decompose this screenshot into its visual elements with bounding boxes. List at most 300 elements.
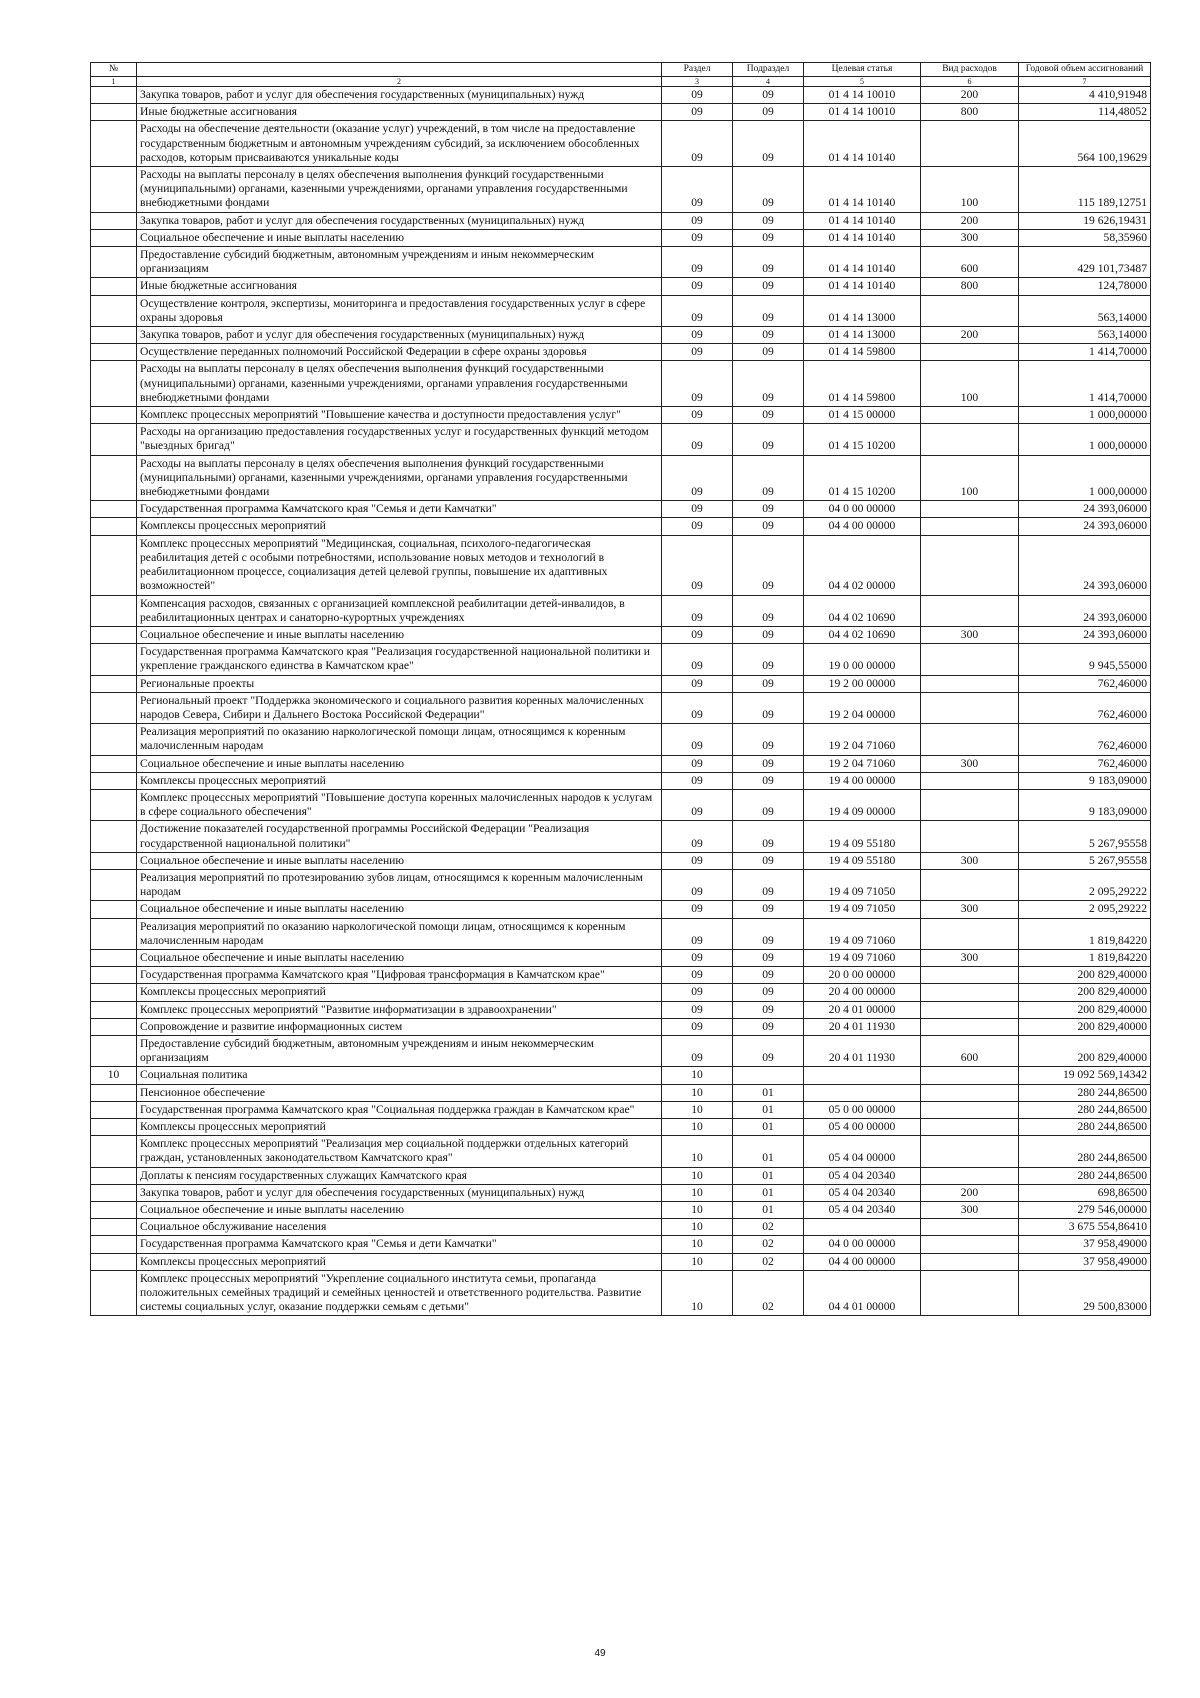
table-row bbox=[91, 361, 1151, 407]
row-name-cell: Достижение показателей государственной программы Российской Федерации "Реализация государственной национальной политики" bbox=[137, 821, 662, 852]
row-sum-cell: 5 267,95558 bbox=[1019, 852, 1151, 869]
table-row bbox=[91, 1219, 1151, 1236]
header-celevaya-statya: Целевая статья bbox=[804, 63, 921, 77]
row-vid-cell bbox=[921, 821, 1019, 852]
row-sum-cell: 200 829,40000 bbox=[1019, 1035, 1151, 1066]
row-number-cell bbox=[91, 1253, 137, 1270]
row-celevaya-cell: 05 4 04 00000 bbox=[804, 1136, 921, 1167]
row-razdel-cell: 09 bbox=[662, 821, 733, 852]
row-name-cell: Закупка товаров, работ и услуг для обеспечения государственных (муниципальных) нужд bbox=[137, 87, 662, 104]
row-number-cell bbox=[91, 967, 137, 984]
row-vid-cell bbox=[921, 1084, 1019, 1101]
row-celevaya-cell: 01 4 15 10200 bbox=[804, 455, 921, 501]
row-name-cell: Социальное обеспечение и иные выплаты населению bbox=[137, 852, 662, 869]
column-number: 3 bbox=[662, 77, 733, 87]
row-podrazdel-cell: 09 bbox=[733, 626, 804, 643]
row-razdel-cell: 09 bbox=[662, 644, 733, 675]
row-celevaya-cell: 04 4 02 10690 bbox=[804, 595, 921, 626]
row-number-cell bbox=[91, 675, 137, 692]
row-podrazdel-cell: 09 bbox=[733, 1035, 804, 1066]
row-podrazdel-cell: 09 bbox=[733, 869, 804, 900]
row-podrazdel-cell: 09 bbox=[733, 949, 804, 966]
row-number-cell bbox=[91, 1136, 137, 1167]
row-vid-cell bbox=[921, 407, 1019, 424]
row-sum-cell: 24 393,06000 bbox=[1019, 501, 1151, 518]
row-sum-cell: 200 829,40000 bbox=[1019, 967, 1151, 984]
row-razdel-cell: 09 bbox=[662, 789, 733, 820]
row-podrazdel-cell: 09 bbox=[733, 692, 804, 723]
row-vid-cell bbox=[921, 1219, 1019, 1236]
row-name-cell: Комплексы процессных мероприятий bbox=[137, 1119, 662, 1136]
row-number-cell bbox=[91, 344, 137, 361]
column-number: 1 bbox=[91, 77, 137, 87]
table-row bbox=[91, 1136, 1151, 1167]
row-vid-cell bbox=[921, 595, 1019, 626]
row-podrazdel-cell: 09 bbox=[733, 424, 804, 455]
row-vid-cell bbox=[921, 1270, 1019, 1316]
row-sum-cell: 1 819,84220 bbox=[1019, 918, 1151, 949]
row-razdel-cell: 09 bbox=[662, 455, 733, 501]
row-celevaya-cell: 01 4 15 10200 bbox=[804, 424, 921, 455]
row-podrazdel-cell: 09 bbox=[733, 1018, 804, 1035]
row-podrazdel-cell: 09 bbox=[733, 967, 804, 984]
row-sum-cell: 24 393,06000 bbox=[1019, 595, 1151, 626]
row-name-cell: Комплексы процессных мероприятий bbox=[137, 518, 662, 535]
row-razdel-cell: 10 bbox=[662, 1236, 733, 1253]
row-razdel-cell: 09 bbox=[662, 918, 733, 949]
row-number-cell bbox=[91, 1084, 137, 1101]
table-row bbox=[91, 1270, 1151, 1316]
row-number-cell bbox=[91, 455, 137, 501]
row-vid-cell bbox=[921, 869, 1019, 900]
table-row bbox=[91, 789, 1151, 820]
table-row bbox=[91, 772, 1151, 789]
row-name-cell: Социальное обеспечение и иные выплаты населению bbox=[137, 1202, 662, 1219]
table-row bbox=[91, 918, 1151, 949]
budget-table bbox=[90, 62, 1151, 1316]
row-podrazdel-cell: 09 bbox=[733, 501, 804, 518]
row-number-cell bbox=[91, 535, 137, 595]
row-name-cell: Сопровождение и развитие информационных систем bbox=[137, 1018, 662, 1035]
row-name-cell: Осуществление переданных полномочий Российской Федерации в сфере охраны здоровья bbox=[137, 344, 662, 361]
budget-sheet bbox=[90, 62, 1150, 1316]
row-razdel-cell: 09 bbox=[662, 595, 733, 626]
row-podrazdel-cell: 09 bbox=[733, 984, 804, 1001]
row-sum-cell: 9 183,09000 bbox=[1019, 772, 1151, 789]
row-name-cell: Социальная политика bbox=[137, 1067, 662, 1084]
table-row bbox=[91, 1202, 1151, 1219]
row-vid-cell bbox=[921, 984, 1019, 1001]
row-vid-cell: 300 bbox=[921, 1202, 1019, 1219]
row-celevaya-cell: 20 4 01 11930 bbox=[804, 1035, 921, 1066]
row-number-cell bbox=[91, 626, 137, 643]
row-sum-cell: 564 100,19629 bbox=[1019, 121, 1151, 167]
row-sum-cell: 9 183,09000 bbox=[1019, 789, 1151, 820]
row-vid-cell: 100 bbox=[921, 455, 1019, 501]
row-sum-cell: 1 819,84220 bbox=[1019, 949, 1151, 966]
row-vid-cell: 200 bbox=[921, 87, 1019, 104]
header-razdel: Раздел bbox=[662, 63, 733, 77]
table-row bbox=[91, 501, 1151, 518]
row-sum-cell: 698,86500 bbox=[1019, 1184, 1151, 1201]
row-podrazdel-cell: 09 bbox=[733, 247, 804, 278]
row-celevaya-cell: 01 4 15 00000 bbox=[804, 407, 921, 424]
row-razdel-cell: 09 bbox=[662, 121, 733, 167]
row-name-cell: Региональный проект "Поддержка экономического и социального развития коренных малочисленных народов Севера, Сибири и Дальнего Востока Российской Федерации" bbox=[137, 692, 662, 723]
row-vid-cell bbox=[921, 1167, 1019, 1184]
row-razdel-cell: 09 bbox=[662, 1001, 733, 1018]
row-sum-cell: 280 244,86500 bbox=[1019, 1084, 1151, 1101]
row-podrazdel-cell: 09 bbox=[733, 87, 804, 104]
row-vid-cell: 300 bbox=[921, 755, 1019, 772]
row-razdel-cell: 10 bbox=[662, 1084, 733, 1101]
row-sum-cell: 762,46000 bbox=[1019, 675, 1151, 692]
row-name-cell: Пенсионное обеспечение bbox=[137, 1084, 662, 1101]
row-sum-cell: 1 414,70000 bbox=[1019, 344, 1151, 361]
row-podrazdel-cell: 01 bbox=[733, 1167, 804, 1184]
row-name-cell: Социальное обеспечение и иные выплаты населению bbox=[137, 755, 662, 772]
row-number-cell bbox=[91, 724, 137, 755]
row-vid-cell bbox=[921, 1253, 1019, 1270]
row-sum-cell: 200 829,40000 bbox=[1019, 984, 1151, 1001]
row-razdel-cell: 09 bbox=[662, 772, 733, 789]
row-podrazdel-cell: 09 bbox=[733, 344, 804, 361]
table-row bbox=[91, 344, 1151, 361]
row-celevaya-cell: 19 0 00 00000 bbox=[804, 644, 921, 675]
row-number-cell bbox=[91, 1001, 137, 1018]
row-celevaya-cell: 01 4 14 10010 bbox=[804, 104, 921, 121]
row-sum-cell: 115 189,12751 bbox=[1019, 167, 1151, 213]
row-number-cell bbox=[91, 1119, 137, 1136]
row-podrazdel-cell: 09 bbox=[733, 212, 804, 229]
row-number-cell bbox=[91, 949, 137, 966]
row-sum-cell: 280 244,86500 bbox=[1019, 1119, 1151, 1136]
row-podrazdel-cell: 09 bbox=[733, 121, 804, 167]
row-celevaya-cell: 19 4 09 71060 bbox=[804, 949, 921, 966]
row-celevaya-cell bbox=[804, 1219, 921, 1236]
row-celevaya-cell: 20 4 01 00000 bbox=[804, 1001, 921, 1018]
row-razdel-cell: 09 bbox=[662, 626, 733, 643]
table-row bbox=[91, 1001, 1151, 1018]
row-number-cell bbox=[91, 1270, 137, 1316]
row-number-cell bbox=[91, 772, 137, 789]
table-row bbox=[91, 1236, 1151, 1253]
header-godovoy-obem: Годовой объем ассигнований bbox=[1019, 63, 1151, 77]
table-row bbox=[91, 247, 1151, 278]
row-number-cell bbox=[91, 1219, 137, 1236]
row-vid-cell bbox=[921, 424, 1019, 455]
row-name-cell: Расходы на выплаты персоналу в целях обеспечения выполнения функций государственными (муниципальными) органами, казенными учреждениями, органами управления государственными внебюджетными фондами bbox=[137, 167, 662, 213]
row-razdel-cell: 09 bbox=[662, 901, 733, 918]
row-podrazdel-cell: 01 bbox=[733, 1084, 804, 1101]
row-vid-cell bbox=[921, 501, 1019, 518]
row-sum-cell: 280 244,86500 bbox=[1019, 1167, 1151, 1184]
row-celevaya-cell: 05 0 00 00000 bbox=[804, 1101, 921, 1118]
row-name-cell: Расходы на выплаты персоналу в целях обеспечения выполнения функций государственными (муниципальными) органами, казенными учреждениями, органами управления государственными внебюджетными фондами bbox=[137, 361, 662, 407]
row-sum-cell: 762,46000 bbox=[1019, 692, 1151, 723]
row-vid-cell bbox=[921, 535, 1019, 595]
row-name-cell: Социальное обеспечение и иные выплаты населению bbox=[137, 901, 662, 918]
row-name-cell: Компенсация расходов, связанных с организацией комплексной реабилитации детей-инвалидов, в реабилитационных центрах и санаторно-курортных учреждениях bbox=[137, 595, 662, 626]
table-row bbox=[91, 1067, 1151, 1084]
row-podrazdel-cell: 02 bbox=[733, 1236, 804, 1253]
row-sum-cell: 1 000,00000 bbox=[1019, 424, 1151, 455]
row-vid-cell bbox=[921, 295, 1019, 326]
row-vid-cell bbox=[921, 1119, 1019, 1136]
row-podrazdel-cell: 09 bbox=[733, 229, 804, 246]
row-razdel-cell: 09 bbox=[662, 518, 733, 535]
table-row bbox=[91, 724, 1151, 755]
row-celevaya-cell: 19 2 04 71060 bbox=[804, 755, 921, 772]
row-number-cell bbox=[91, 852, 137, 869]
header-vid-rashodov: Вид расходов bbox=[921, 63, 1019, 77]
row-number-cell bbox=[91, 424, 137, 455]
row-name-cell: Социальное обслуживание населения bbox=[137, 1219, 662, 1236]
table-row bbox=[91, 212, 1151, 229]
row-vid-cell: 300 bbox=[921, 901, 1019, 918]
row-vid-cell bbox=[921, 772, 1019, 789]
row-name-cell: Государственная программа Камчатского края "Цифровая трансформация в Камчатском крае" bbox=[137, 967, 662, 984]
row-name-cell: Закупка товаров, работ и услуг для обеспечения государственных (муниципальных) нужд bbox=[137, 1184, 662, 1201]
table-row bbox=[91, 949, 1151, 966]
header-podrazdel: Подраздел bbox=[733, 63, 804, 77]
row-vid-cell bbox=[921, 967, 1019, 984]
table-row bbox=[91, 821, 1151, 852]
row-podrazdel-cell: 09 bbox=[733, 675, 804, 692]
row-podrazdel-cell: 09 bbox=[733, 772, 804, 789]
row-vid-cell bbox=[921, 692, 1019, 723]
row-razdel-cell: 09 bbox=[662, 295, 733, 326]
row-celevaya-cell: 04 0 00 00000 bbox=[804, 501, 921, 518]
row-celevaya-cell bbox=[804, 1084, 921, 1101]
row-number-cell bbox=[91, 1184, 137, 1201]
row-sum-cell: 19 626,19431 bbox=[1019, 212, 1151, 229]
row-name-cell: Государственная программа Камчатского края "Семья и дети Камчатки" bbox=[137, 1236, 662, 1253]
row-name-cell: Государственная программа Камчатского края "Семья и дети Камчатки" bbox=[137, 501, 662, 518]
row-sum-cell: 762,46000 bbox=[1019, 724, 1151, 755]
row-podrazdel-cell: 09 bbox=[733, 278, 804, 295]
row-razdel-cell: 09 bbox=[662, 755, 733, 772]
row-podrazdel-cell: 09 bbox=[733, 1001, 804, 1018]
row-razdel-cell: 09 bbox=[662, 361, 733, 407]
row-celevaya-cell: 01 4 14 10140 bbox=[804, 278, 921, 295]
row-celevaya-cell: 19 2 04 71060 bbox=[804, 724, 921, 755]
row-sum-cell: 2 095,29222 bbox=[1019, 869, 1151, 900]
header-num: № bbox=[91, 63, 137, 77]
row-razdel-cell: 10 bbox=[662, 1136, 733, 1167]
row-number-cell bbox=[91, 984, 137, 1001]
row-podrazdel-cell: 09 bbox=[733, 327, 804, 344]
row-sum-cell: 124,78000 bbox=[1019, 278, 1151, 295]
table-row bbox=[91, 692, 1151, 723]
row-celevaya-cell: 20 4 01 11930 bbox=[804, 1018, 921, 1035]
row-number-cell bbox=[91, 789, 137, 820]
row-number-cell bbox=[91, 869, 137, 900]
row-podrazdel-cell: 09 bbox=[733, 361, 804, 407]
row-podrazdel-cell bbox=[733, 1067, 804, 1084]
row-number-cell bbox=[91, 1202, 137, 1219]
row-razdel-cell: 09 bbox=[662, 869, 733, 900]
row-number-cell bbox=[91, 87, 137, 104]
row-sum-cell: 429 101,73487 bbox=[1019, 247, 1151, 278]
column-number: 7 bbox=[1019, 77, 1151, 87]
row-number-cell bbox=[91, 104, 137, 121]
row-sum-cell: 29 500,83000 bbox=[1019, 1270, 1151, 1316]
row-razdel-cell: 10 bbox=[662, 1101, 733, 1118]
table-row bbox=[91, 644, 1151, 675]
column-number: 5 bbox=[804, 77, 921, 87]
row-name-cell: Расходы на выплаты персоналу в целях обеспечения выполнения функций государственными (муниципальными) органами, казенными учреждениями, органами управления государственными внебюджетными фондами bbox=[137, 455, 662, 501]
row-celevaya-cell: 04 4 01 00000 bbox=[804, 1270, 921, 1316]
row-name-cell: Доплаты к пенсиям государственных служащих Камчатского края bbox=[137, 1167, 662, 1184]
row-celevaya-cell: 19 4 09 71060 bbox=[804, 918, 921, 949]
row-name-cell: Комплекс процессных мероприятий "Медицинская, социальная, психолого-педагогическая реабилитация детей с особыми потребностями, использование новых методов и технологий в реабилитационном процессе, социализация детей целевой группы, повышение их адаптивных возможностей" bbox=[137, 535, 662, 595]
row-podrazdel-cell: 09 bbox=[733, 535, 804, 595]
row-sum-cell: 2 095,29222 bbox=[1019, 901, 1151, 918]
row-vid-cell bbox=[921, 121, 1019, 167]
row-vid-cell bbox=[921, 1067, 1019, 1084]
table-row bbox=[91, 901, 1151, 918]
table-row bbox=[91, 518, 1151, 535]
header-name bbox=[137, 63, 662, 77]
table-row bbox=[91, 1018, 1151, 1035]
row-vid-cell bbox=[921, 789, 1019, 820]
row-sum-cell: 24 393,06000 bbox=[1019, 518, 1151, 535]
table-row bbox=[91, 1119, 1151, 1136]
row-vid-cell: 200 bbox=[921, 1184, 1019, 1201]
table-row bbox=[91, 869, 1151, 900]
row-celevaya-cell: 19 4 09 55180 bbox=[804, 821, 921, 852]
row-sum-cell: 5 267,95558 bbox=[1019, 821, 1151, 852]
row-sum-cell: 200 829,40000 bbox=[1019, 1018, 1151, 1035]
row-razdel-cell: 09 bbox=[662, 407, 733, 424]
row-celevaya-cell: 01 4 14 10140 bbox=[804, 121, 921, 167]
row-razdel-cell: 09 bbox=[662, 424, 733, 455]
row-celevaya-cell: 01 4 14 10140 bbox=[804, 167, 921, 213]
row-number-cell bbox=[91, 407, 137, 424]
row-podrazdel-cell: 09 bbox=[733, 901, 804, 918]
row-razdel-cell: 10 bbox=[662, 1167, 733, 1184]
row-sum-cell: 9 945,55000 bbox=[1019, 644, 1151, 675]
row-number-cell bbox=[91, 247, 137, 278]
table-row bbox=[91, 1167, 1151, 1184]
row-razdel-cell: 10 bbox=[662, 1202, 733, 1219]
row-podrazdel-cell: 09 bbox=[733, 852, 804, 869]
row-sum-cell: 563,14000 bbox=[1019, 295, 1151, 326]
row-podrazdel-cell: 01 bbox=[733, 1101, 804, 1118]
row-razdel-cell: 09 bbox=[662, 327, 733, 344]
row-razdel-cell: 09 bbox=[662, 229, 733, 246]
row-vid-cell: 600 bbox=[921, 1035, 1019, 1066]
row-vid-cell: 100 bbox=[921, 361, 1019, 407]
row-sum-cell: 1 000,00000 bbox=[1019, 455, 1151, 501]
table-row bbox=[91, 967, 1151, 984]
table-row bbox=[91, 424, 1151, 455]
row-celevaya-cell: 01 4 14 13000 bbox=[804, 295, 921, 326]
row-name-cell: Комплекс процессных мероприятий "Развитие информатизации в здравоохранении" bbox=[137, 1001, 662, 1018]
row-podrazdel-cell: 02 bbox=[733, 1253, 804, 1270]
table-body bbox=[91, 87, 1151, 1316]
row-number-cell bbox=[91, 295, 137, 326]
row-razdel-cell: 09 bbox=[662, 501, 733, 518]
row-podrazdel-cell: 01 bbox=[733, 1202, 804, 1219]
row-celevaya-cell: 01 4 14 13000 bbox=[804, 327, 921, 344]
row-name-cell: Предоставление субсидий бюджетным, автономным учреждениям и иным некоммерческим организациям bbox=[137, 247, 662, 278]
row-celevaya-cell: 04 4 02 00000 bbox=[804, 535, 921, 595]
column-number: 4 bbox=[733, 77, 804, 87]
table-row bbox=[91, 1101, 1151, 1118]
row-number-cell bbox=[91, 229, 137, 246]
row-celevaya-cell: 05 4 00 00000 bbox=[804, 1119, 921, 1136]
table-row bbox=[91, 595, 1151, 626]
row-vid-cell: 800 bbox=[921, 104, 1019, 121]
row-vid-cell bbox=[921, 1136, 1019, 1167]
row-celevaya-cell: 05 4 04 20340 bbox=[804, 1202, 921, 1219]
row-name-cell: Комплекс процессных мероприятий "Повышение доступа коренных малочисленных народов к услугам в сфере социального обеспечения" bbox=[137, 789, 662, 820]
row-name-cell: Региональные проекты bbox=[137, 675, 662, 692]
row-celevaya-cell: 19 4 00 00000 bbox=[804, 772, 921, 789]
row-razdel-cell: 10 bbox=[662, 1184, 733, 1201]
row-vid-cell: 800 bbox=[921, 278, 1019, 295]
row-name-cell: Комплекс процессных мероприятий "Реализация мер социальной поддержки отдельных категорий граждан, установленных законодательством Камчатского края" bbox=[137, 1136, 662, 1167]
row-number-cell bbox=[91, 327, 137, 344]
row-number-cell bbox=[91, 821, 137, 852]
table-row bbox=[91, 984, 1151, 1001]
row-name-cell: Реализация мероприятий по оказанию наркологической помощи лицам, относящимся к коренным малочисленным народам bbox=[137, 724, 662, 755]
row-sum-cell: 24 393,06000 bbox=[1019, 626, 1151, 643]
row-podrazdel-cell: 01 bbox=[733, 1136, 804, 1167]
row-podrazdel-cell: 01 bbox=[733, 1184, 804, 1201]
row-name-cell: Расходы на обеспечение деятельности (оказание услуг) учреждений, в том числе на предоставление государственным бюджетным и автономным учреждениям субсидий, за исключением обособленных расходов, которым присваиваются уникальные коды bbox=[137, 121, 662, 167]
row-podrazdel-cell: 09 bbox=[733, 104, 804, 121]
row-razdel-cell: 09 bbox=[662, 692, 733, 723]
row-number-cell bbox=[91, 692, 137, 723]
row-name-cell: Предоставление субсидий бюджетным, автономным учреждениям и иным некоммерческим организациям bbox=[137, 1035, 662, 1066]
row-vid-cell: 200 bbox=[921, 327, 1019, 344]
row-celevaya-cell: 20 0 00 00000 bbox=[804, 967, 921, 984]
table-row bbox=[91, 455, 1151, 501]
row-razdel-cell: 09 bbox=[662, 212, 733, 229]
row-vid-cell bbox=[921, 724, 1019, 755]
row-celevaya-cell: 19 4 09 55180 bbox=[804, 852, 921, 869]
table-row bbox=[91, 167, 1151, 213]
row-podrazdel-cell: 09 bbox=[733, 644, 804, 675]
row-razdel-cell: 09 bbox=[662, 1018, 733, 1035]
row-podrazdel-cell: 09 bbox=[733, 821, 804, 852]
row-razdel-cell: 09 bbox=[662, 675, 733, 692]
table-header bbox=[91, 63, 1151, 87]
row-razdel-cell: 09 bbox=[662, 949, 733, 966]
row-razdel-cell: 09 bbox=[662, 535, 733, 595]
row-number-cell bbox=[91, 918, 137, 949]
row-razdel-cell: 09 bbox=[662, 967, 733, 984]
row-vid-cell: 100 bbox=[921, 167, 1019, 213]
row-celevaya-cell: 19 4 09 71050 bbox=[804, 869, 921, 900]
row-vid-cell bbox=[921, 918, 1019, 949]
row-celevaya-cell: 04 4 00 00000 bbox=[804, 518, 921, 535]
row-vid-cell bbox=[921, 344, 1019, 361]
row-sum-cell: 24 393,06000 bbox=[1019, 535, 1151, 595]
row-podrazdel-cell: 02 bbox=[733, 1219, 804, 1236]
table-row bbox=[91, 104, 1151, 121]
table-row bbox=[91, 1184, 1151, 1201]
row-sum-cell: 762,46000 bbox=[1019, 755, 1151, 772]
row-number-cell bbox=[91, 361, 137, 407]
row-number-cell bbox=[91, 1035, 137, 1066]
column-number: 6 bbox=[921, 77, 1019, 87]
row-razdel-cell: 10 bbox=[662, 1119, 733, 1136]
row-celevaya-cell: 01 4 14 59800 bbox=[804, 361, 921, 407]
